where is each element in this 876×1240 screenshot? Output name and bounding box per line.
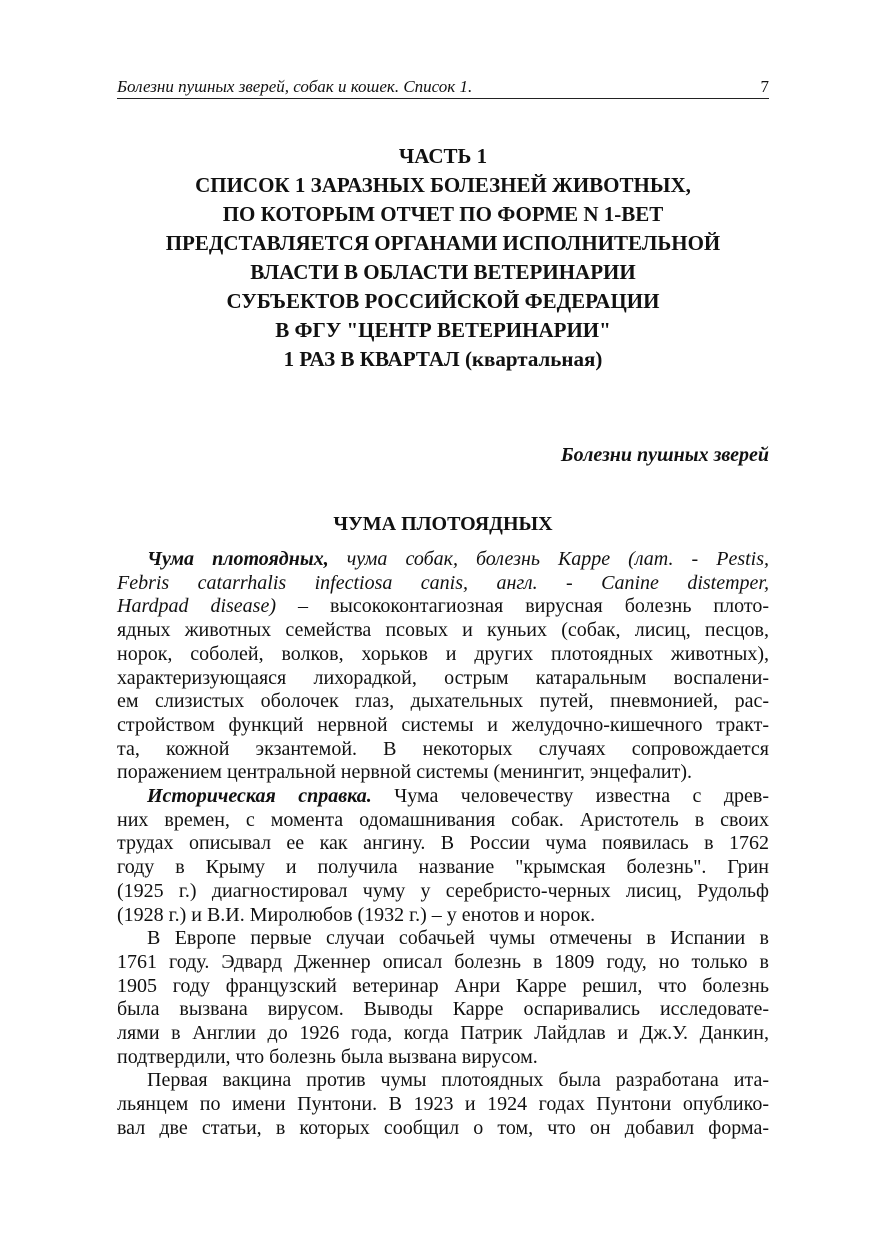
text-line: В Европе первые случаи собачьей чумы отмечены в Испании в	[147, 927, 769, 950]
text-line: вал две статьи, в которых сообщил о том, что он добавил форма-	[117, 1116, 769, 1139]
text-line: (1928 г.) и В.И. Миролюбов (1932 г.) – у енотов и норок.	[117, 903, 596, 926]
part-heading-line: СУБЪЕКТОВ РОССИЙСКОЙ ФЕДЕРАЦИИ	[226, 289, 660, 313]
text-line: подтвердили, что болезнь была вызвана вирусом.	[117, 1045, 538, 1068]
text-line: стройством функций нервной системы и желудочно-кишечного тракт-	[117, 713, 769, 736]
text-fragment: чума собак, болезнь Карре (лат. - Pestis,	[328, 548, 769, 570]
text-line: ядных животных семейства псовых и куньих (собак, лисиц, песцов,	[117, 619, 769, 642]
part-heading-frequency: 1 РАЗ В КВАРТАЛ	[283, 347, 460, 371]
section-label: Болезни пушных зверей	[560, 444, 769, 466]
text-line: норок, соболей, волков, хорьков и других плотоядных животных),	[117, 642, 769, 665]
term-bold: Историческая справка.	[147, 785, 372, 808]
text-line	[117, 548, 769, 572]
part-heading-line: ВЛАСТИ В ОБЛАСТИ ВЕТЕРИНАРИИ	[250, 260, 636, 284]
part-heading	[117, 142, 769, 374]
text-line: та, кожной экзантемой. В некоторых случаях сопровождается	[117, 737, 769, 760]
text-line: льянцем по имени Пунтони. В 1923 и 1924 годах Пунтони опублико-	[117, 1093, 769, 1116]
text-line: Febris catarrhalis infectiosa canis, англ. - Canine distemper,	[117, 571, 769, 594]
part-heading-line: ПО КОТОРЫМ ОТЧЕТ ПО ФОРМЕ N 1-ВЕТ	[222, 202, 664, 226]
text-line	[117, 595, 769, 619]
page-number: 7	[760, 77, 769, 96]
text-line: году в Крыму и получила название "крымская болезнь". Грин	[117, 856, 769, 879]
disease-title: ЧУМА ПЛОТОЯДНЫХ	[333, 513, 553, 535]
text-fragment: Чума человечеству известна с древ-	[371, 785, 769, 808]
text-line: 1905 году французский ветеринар Анри Карре решил, что болезнь	[117, 974, 769, 997]
text-line: них времен, с момента одомашнивания собак. Аристотель в своих	[117, 808, 769, 831]
text-fragment: – высококонтагиозная вирусная болезнь плото-	[276, 595, 769, 618]
text-line: Первая вакцина против чумы плотоядных была разработана ита-	[147, 1069, 769, 1092]
term-bold: Чума плотоядных,	[147, 548, 329, 570]
running-title: Болезни пушных зверей, собак и кошек. Список 1.	[117, 77, 473, 96]
running-header	[117, 76, 769, 99]
text-line: (1925 г.) диагностировал чуму у серебристо-черных лисиц, Рудольф	[117, 879, 769, 902]
text-line: характеризующаяся лихорадкой, острым катаральным воспалени-	[117, 666, 769, 689]
part-heading-line: ЧАСТЬ 1	[398, 144, 488, 168]
part-heading-line: ПРЕДСТАВЛЯЕТСЯ ОРГАНАМИ ИСПОЛНИТЕЛЬНОЙ	[165, 231, 721, 255]
text-line: была вызвана вирусом. Выводы Карре оспаривались исследовате-	[117, 998, 769, 1021]
text-fragment: Hardpad disease)	[117, 595, 276, 618]
text-line: трудах описывал ее как ангину. В России чума появилась в 1762	[117, 832, 769, 855]
part-heading-line	[117, 345, 769, 374]
body-text	[117, 548, 769, 1141]
text-line	[117, 785, 769, 809]
part-heading-line: В ФГУ "ЦЕНТР ВЕТЕРИНАРИИ"	[275, 318, 611, 342]
part-heading-note: (квартальная)	[464, 347, 603, 371]
text-line: поражением центральной нервной системы (менингит, энцефалит).	[117, 761, 693, 784]
text-line: лями в Англии до 1926 года, когда Патрик Лайдлав и Дж.У. Данкин,	[117, 1022, 769, 1045]
text-line: 1761 году. Эдвард Дженнер описал болезнь в 1809 году, но только в	[117, 950, 769, 973]
text-line: ем слизистых оболочек глаз, дыхательных путей, пневмонией, рас-	[117, 690, 769, 713]
part-heading-line: СПИСОК 1 ЗАРАЗНЫХ БОЛЕЗНЕЙ ЖИВОТНЫХ,	[195, 173, 691, 197]
